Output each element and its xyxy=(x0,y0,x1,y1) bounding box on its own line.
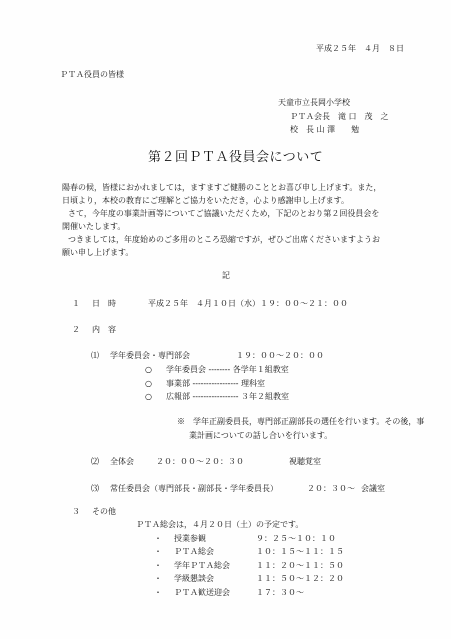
item1-number: １ xyxy=(72,299,80,308)
sub1-row-text: 事業部 ----------------- 理科室 xyxy=(166,379,266,388)
body-line: さて，今年度の事業計画等についてご協議いただくため，下記のとおり第２回役員会を xyxy=(68,209,380,218)
bullet: ・ xyxy=(154,547,162,556)
document-date: 平成２５年 ４月 ８日 xyxy=(316,44,404,53)
bullet: ・ xyxy=(154,574,162,583)
sub1-row-text: 広報部 ----------------- ３年２組教室 xyxy=(166,392,290,401)
item3-label: その他 xyxy=(92,507,116,516)
schedule-row xyxy=(154,588,176,598)
schedule-name: 授業参観 xyxy=(174,534,206,543)
sub1-row-mark: ○ xyxy=(145,392,152,401)
item2-label: 内 容 xyxy=(92,325,116,334)
schedule-time: ９：２５～１０：１０ xyxy=(256,534,336,543)
body-line: 願い申し上げます。 xyxy=(62,248,134,257)
schedule-time: １０：１５～１１：１５ xyxy=(256,547,344,556)
sub2-place: 視聴覚室 xyxy=(289,457,321,466)
body-line: 陽春の候，皆様におかれましては，ますますご健勝のこととお喜び申し上げます。また， xyxy=(62,183,382,192)
sub2-label: 全体会 xyxy=(110,457,134,466)
schedule-time: １１：５０～１２：２０ xyxy=(256,574,344,583)
bullet: ・ xyxy=(154,534,162,543)
sub1-note-line: 業計画についての話し合いを行います。 xyxy=(189,431,333,440)
item1-label: 日 時 xyxy=(92,299,116,308)
sub1-number: ⑴ xyxy=(91,351,99,360)
pta-president: ＰＴＡ会長 滝 口 茂 之 xyxy=(290,112,389,121)
schedule-row xyxy=(154,561,176,571)
sub1-note-line: ※ 学年正副委員長，専門部正副部長の選任を行います。その後，事 xyxy=(177,417,425,426)
sub1-row-mark: ○ xyxy=(145,379,152,388)
schedule-row xyxy=(154,574,176,584)
body-line: 開催いたします。 xyxy=(62,222,126,231)
item1-datetime: 平成２５年 ４月１０日（水）１９：００～２１：００ xyxy=(148,299,348,308)
body-line: 日頃より，本校の教育にご理解とご協力をいただき，心より感謝申し上げます。 xyxy=(62,196,350,205)
sub1-row-mark: ○ xyxy=(145,365,152,374)
sub3-number: ⑶ xyxy=(91,484,99,493)
schedule-name: 学級懇談会 xyxy=(174,574,214,583)
sub3-label: 常任委員会（専門部長・副部長・学年委員長） xyxy=(110,484,278,493)
sub2-time: ２０：００～２０：３０ xyxy=(156,457,244,466)
principal: 校 長 山 澤 勉 xyxy=(290,125,360,134)
bullet: ・ xyxy=(154,588,162,597)
addressee: ＰＴＡ役員の皆様 xyxy=(60,70,124,79)
sub3-time: ２０：３０～ xyxy=(307,484,355,493)
sub3-place: 会議室 xyxy=(361,484,385,493)
schedule-name: ＰＴＡ歓送迎会 xyxy=(174,588,230,597)
sub1-label: 学年委員会・専門部会 xyxy=(110,351,190,360)
schedule-row xyxy=(154,547,176,557)
sub1-time: １９：００～２０：００ xyxy=(236,351,324,360)
schedule-name: 学年ＰＴＡ総会 xyxy=(174,561,230,570)
schedule-name: ＰＴＡ総会 xyxy=(174,547,214,556)
sub1-row-text: 学年委員会 -------- 各学年１組教室 xyxy=(166,365,289,374)
ki-marker: 記 xyxy=(222,271,230,280)
body-line: つきましては，年度始めのご多用のところ恐縮ですが，ぜひご出席くださいますようお xyxy=(68,235,380,244)
sub2-number: ⑵ xyxy=(91,457,99,466)
schedule-row xyxy=(154,534,176,544)
body-paragraph xyxy=(62,181,414,259)
document-title: 第２回ＰＴＡ役員会について xyxy=(148,150,324,165)
schedule-time: １１：２０～１１：５０ xyxy=(256,561,344,570)
school-name: 天童市立長岡小学校 xyxy=(278,98,350,107)
bullet: ・ xyxy=(154,561,162,570)
schedule-time: １７：３０～ xyxy=(256,588,304,597)
item3-intro: ＰＴＡ総会は，４月２０日（土）の予定です。 xyxy=(136,520,304,529)
item3-number: ３ xyxy=(72,507,80,516)
item2-number: ２ xyxy=(72,325,80,334)
